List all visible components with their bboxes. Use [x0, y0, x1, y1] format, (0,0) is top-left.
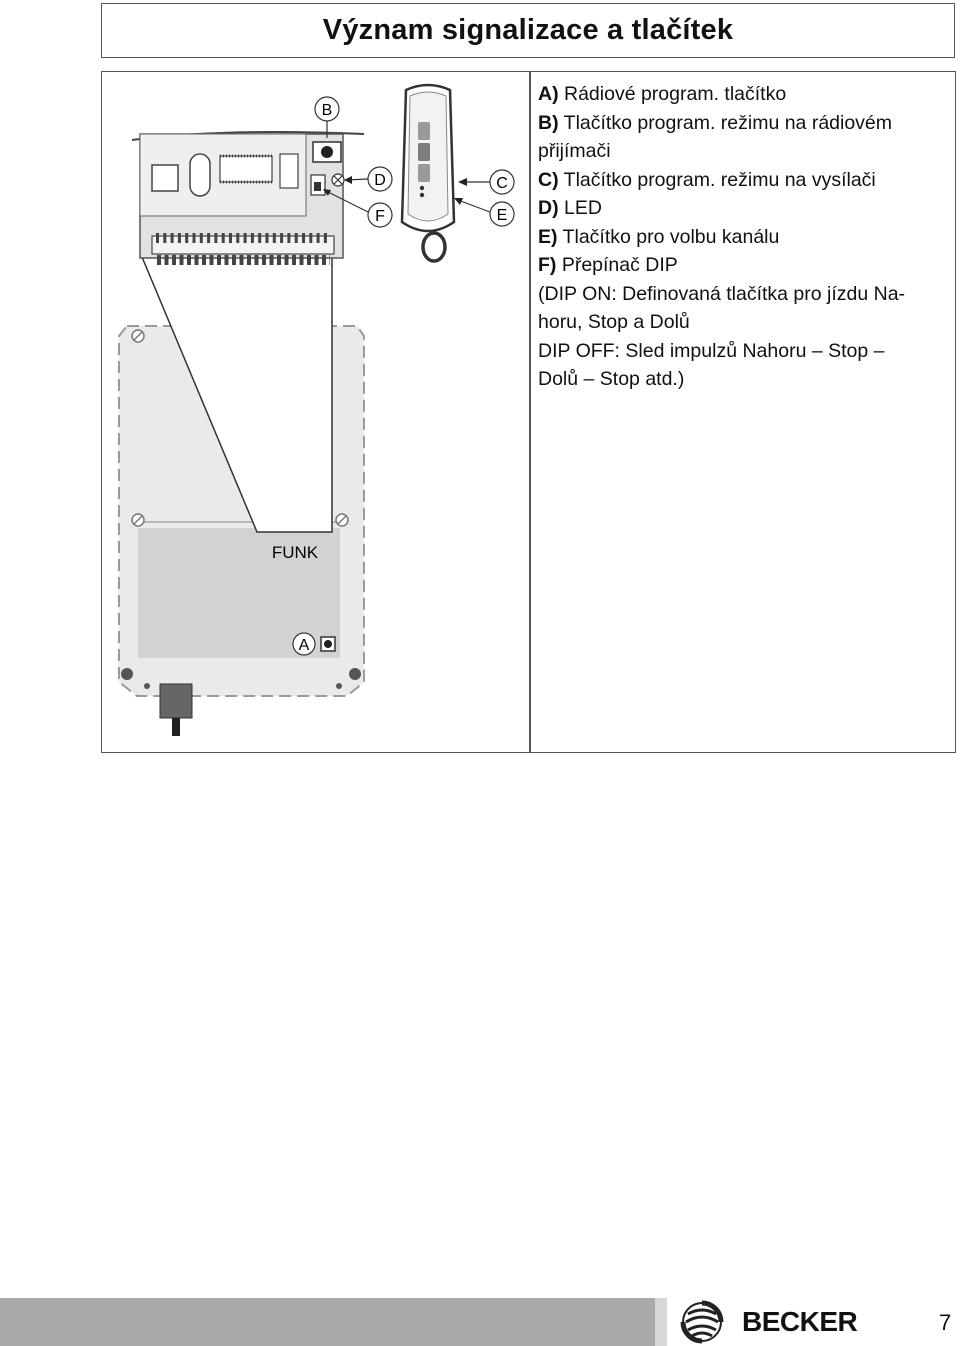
column-divider [529, 72, 531, 752]
legend-item-d: D) LED [538, 197, 602, 219]
circuit-board [132, 132, 364, 260]
screw-icon [336, 514, 348, 526]
stop-button-icon [418, 143, 430, 161]
label-text-c: C [496, 175, 508, 192]
label-text-d: D [374, 172, 386, 189]
content-box [101, 71, 956, 753]
cable-gland-icon [160, 684, 192, 718]
label-text-a: A [298, 637, 310, 654]
legend [538, 80, 950, 394]
page-title: Význam signalizace a tlačítek [322, 14, 734, 46]
up-button-icon [418, 122, 430, 140]
legend-item-e: E) Tlačítko pro volbu kanálu [538, 225, 780, 248]
chip-icon [220, 156, 272, 182]
mounting-hole-icon [349, 668, 361, 680]
legend-item-b-continued: přijímači [538, 140, 611, 162]
dip-on-note: (DIP ON: Definovaná tlačítka pro jízdu Na- [538, 282, 906, 305]
funk-label: FUNK [271, 543, 319, 562]
mounting-hole-icon [121, 668, 133, 680]
remote-control-icon [402, 85, 454, 261]
dip-on-note-continued: horu, Stop a Dolů [538, 311, 690, 333]
key-ring-icon [423, 233, 445, 261]
legend-item-a: A) Rádiové program. tlačítko [538, 83, 787, 105]
brand-name: BECKER [742, 1306, 858, 1337]
cable-icon [172, 718, 180, 736]
label-text-f: F [375, 208, 385, 225]
component-icon [280, 154, 298, 188]
page-number: 7 [939, 1310, 952, 1335]
capacitor-icon [190, 154, 210, 196]
legend-item-c: C) Tlačítko program. režimu na vysílači [538, 168, 876, 191]
legend-item-b: B) Tlačítko program. režimu na rádiovém [538, 111, 893, 134]
mounting-hole-icon [144, 683, 150, 689]
down-button-icon [418, 164, 430, 182]
relay-icon [152, 165, 178, 191]
label-text-b: B [321, 102, 333, 119]
dip-off-note-continued: Dolů – Stop atd.) [538, 368, 685, 390]
screw-icon [132, 330, 144, 342]
legend-item-f: F) Přepínač DIP [538, 254, 678, 276]
screw-icon [132, 514, 144, 526]
label-text-e: E [496, 207, 508, 224]
footer-bar [0, 1298, 655, 1346]
receiver-diagram [102, 72, 529, 751]
title-box [101, 3, 955, 58]
mounting-hole-icon [336, 683, 342, 689]
footer-bar-accent [655, 1298, 667, 1346]
dip-off-note: DIP OFF: Sled impulzů Nahoru – Stop – [538, 339, 885, 362]
